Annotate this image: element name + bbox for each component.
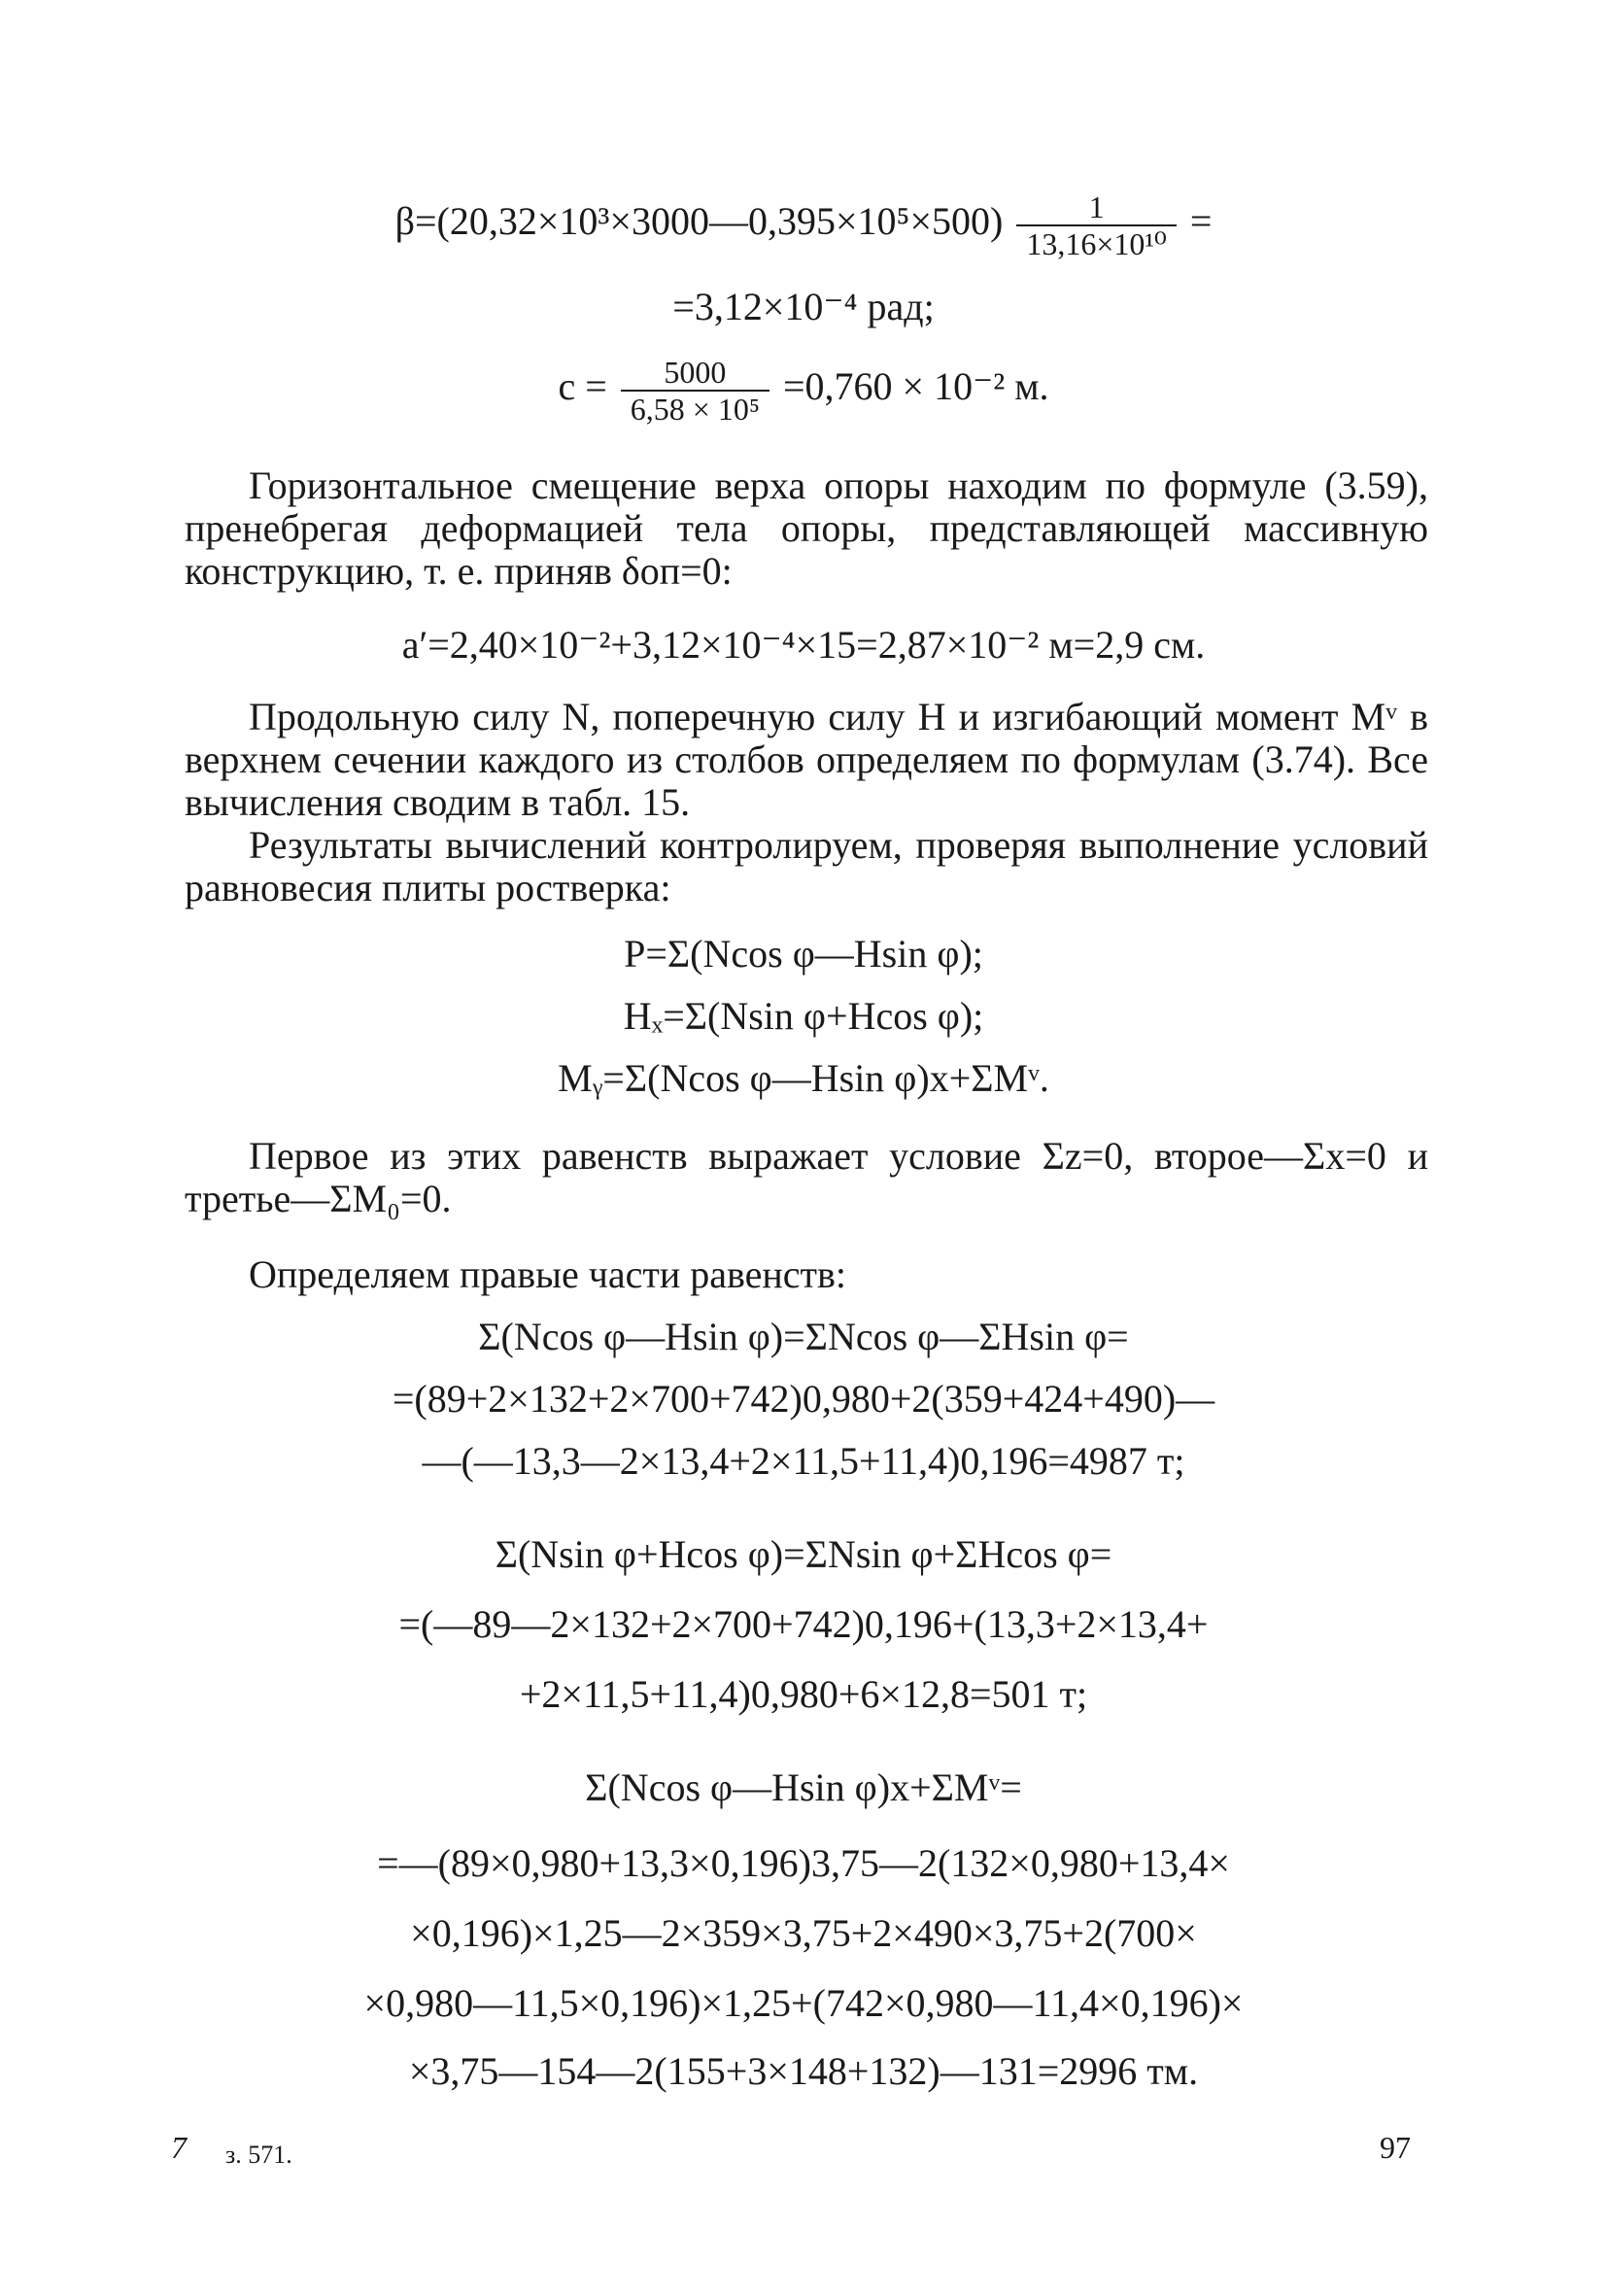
sum3-head: Σ(Ncos φ—Hsin φ)x+ΣMᵛ= <box>585 1765 1022 1809</box>
sum2-line2: +2×11,5+11,4)0,980+6×12,8=501 т; <box>519 1672 1088 1716</box>
signature-number: 7 <box>171 2130 187 2165</box>
sum3-line4: ×3,75—154—2(155+3×148+132)—131=2996 тм. <box>408 2049 1199 2093</box>
beta-fraction-numerator: 1 <box>1016 189 1176 226</box>
paragraph-horizontal-displacement: Горизонтальное смещение верха опоры находим по формуле (3.59), пренебрегая деформацией тела опоры, представляющей массивную конструкцию, т. е. приняв δоп=0: <box>185 463 1428 593</box>
sum1-head: Σ(Ncos φ—Hsin φ)=ΣNcos φ—ΣHsin φ= <box>478 1315 1129 1358</box>
sum1-line2: —(—13,3—2×13,4+2×11,5+11,4)0,196=4987 т; <box>422 1439 1185 1483</box>
c-fraction-denominator: 6,58 × 10⁵ <box>630 392 760 427</box>
paragraph-conditions: Первое из этих равенств выражает условие Σz=0, второе—Σx=0 и третье—ΣM₀=0. <box>185 1134 1428 1220</box>
beta-formula <box>0 189 1607 261</box>
sum1-line1: =(89+2×132+2×700+742)0,980+2(359+424+490)— <box>392 1377 1215 1421</box>
c-fraction <box>621 355 769 427</box>
beta-formula-rhs: = <box>1189 199 1213 244</box>
beta-fraction <box>1016 189 1176 261</box>
a-prime-formula: a′=2,40×10⁻²+3,12×10⁻⁴×15=2,87×10⁻² м=2,9 см. <box>401 623 1206 667</box>
c-formula-rhs: =0,760 × 10⁻² м. <box>782 364 1049 409</box>
c-fraction-numerator: 5000 <box>621 355 769 392</box>
equation-My: Mᵧ=Σ(Ncos φ—Hsin φ)x+ΣMᵛ. <box>558 1056 1049 1100</box>
c-formula <box>0 355 1607 427</box>
sum2-head: Σ(Nsin φ+Hcos φ)=ΣNsin φ+ΣHcos φ= <box>495 1532 1112 1576</box>
c-formula-lhs: c = <box>558 364 607 409</box>
sum3-line3: ×0,980—11,5×0,196)×1,25+(742×0,980—11,4×0,196)× <box>363 1981 1244 2025</box>
sum3-line2: ×0,196)×1,25—2×359×3,75+2×490×3,75+2(700× <box>410 1911 1197 1955</box>
beta-result: =3,12×10⁻⁴ рад; <box>672 285 935 328</box>
order-code: з. 571. <box>225 2141 292 2169</box>
paragraph-right-sides: Определяем правые части равенств: <box>249 1252 847 1296</box>
page-number: 97 <box>1380 2130 1411 2165</box>
paragraph-forces: Продольную силу N, поперечную силу H и изгибающий момент Mᵛ в верхнем сечении каждого из столбов определяем по формулам (3.74). Все вычисления сводим в табл. 15. <box>185 695 1428 824</box>
equation-Hx: Hₓ=Σ(Nsin φ+Hcos φ); <box>623 994 984 1038</box>
sum3-line1: =—(89×0,980+13,3×0,196)3,75—2(132×0,980+13,4× <box>377 1841 1230 1885</box>
beta-fraction-denominator: 13,16×10¹⁰ <box>1026 226 1167 261</box>
equation-P: P=Σ(Ncos φ—Hsin φ); <box>624 932 983 976</box>
beta-formula-lhs: β=(20,32×10³×3000—0,395×10⁵×500) <box>394 199 1004 244</box>
sum2-line1: =(—89—2×132+2×700+742)0,196+(13,3+2×13,4+ <box>398 1602 1209 1646</box>
paragraph-control: Результаты вычислений контролируем, проверяя выполнение условий равновесия плиты ростверка: <box>185 823 1428 909</box>
